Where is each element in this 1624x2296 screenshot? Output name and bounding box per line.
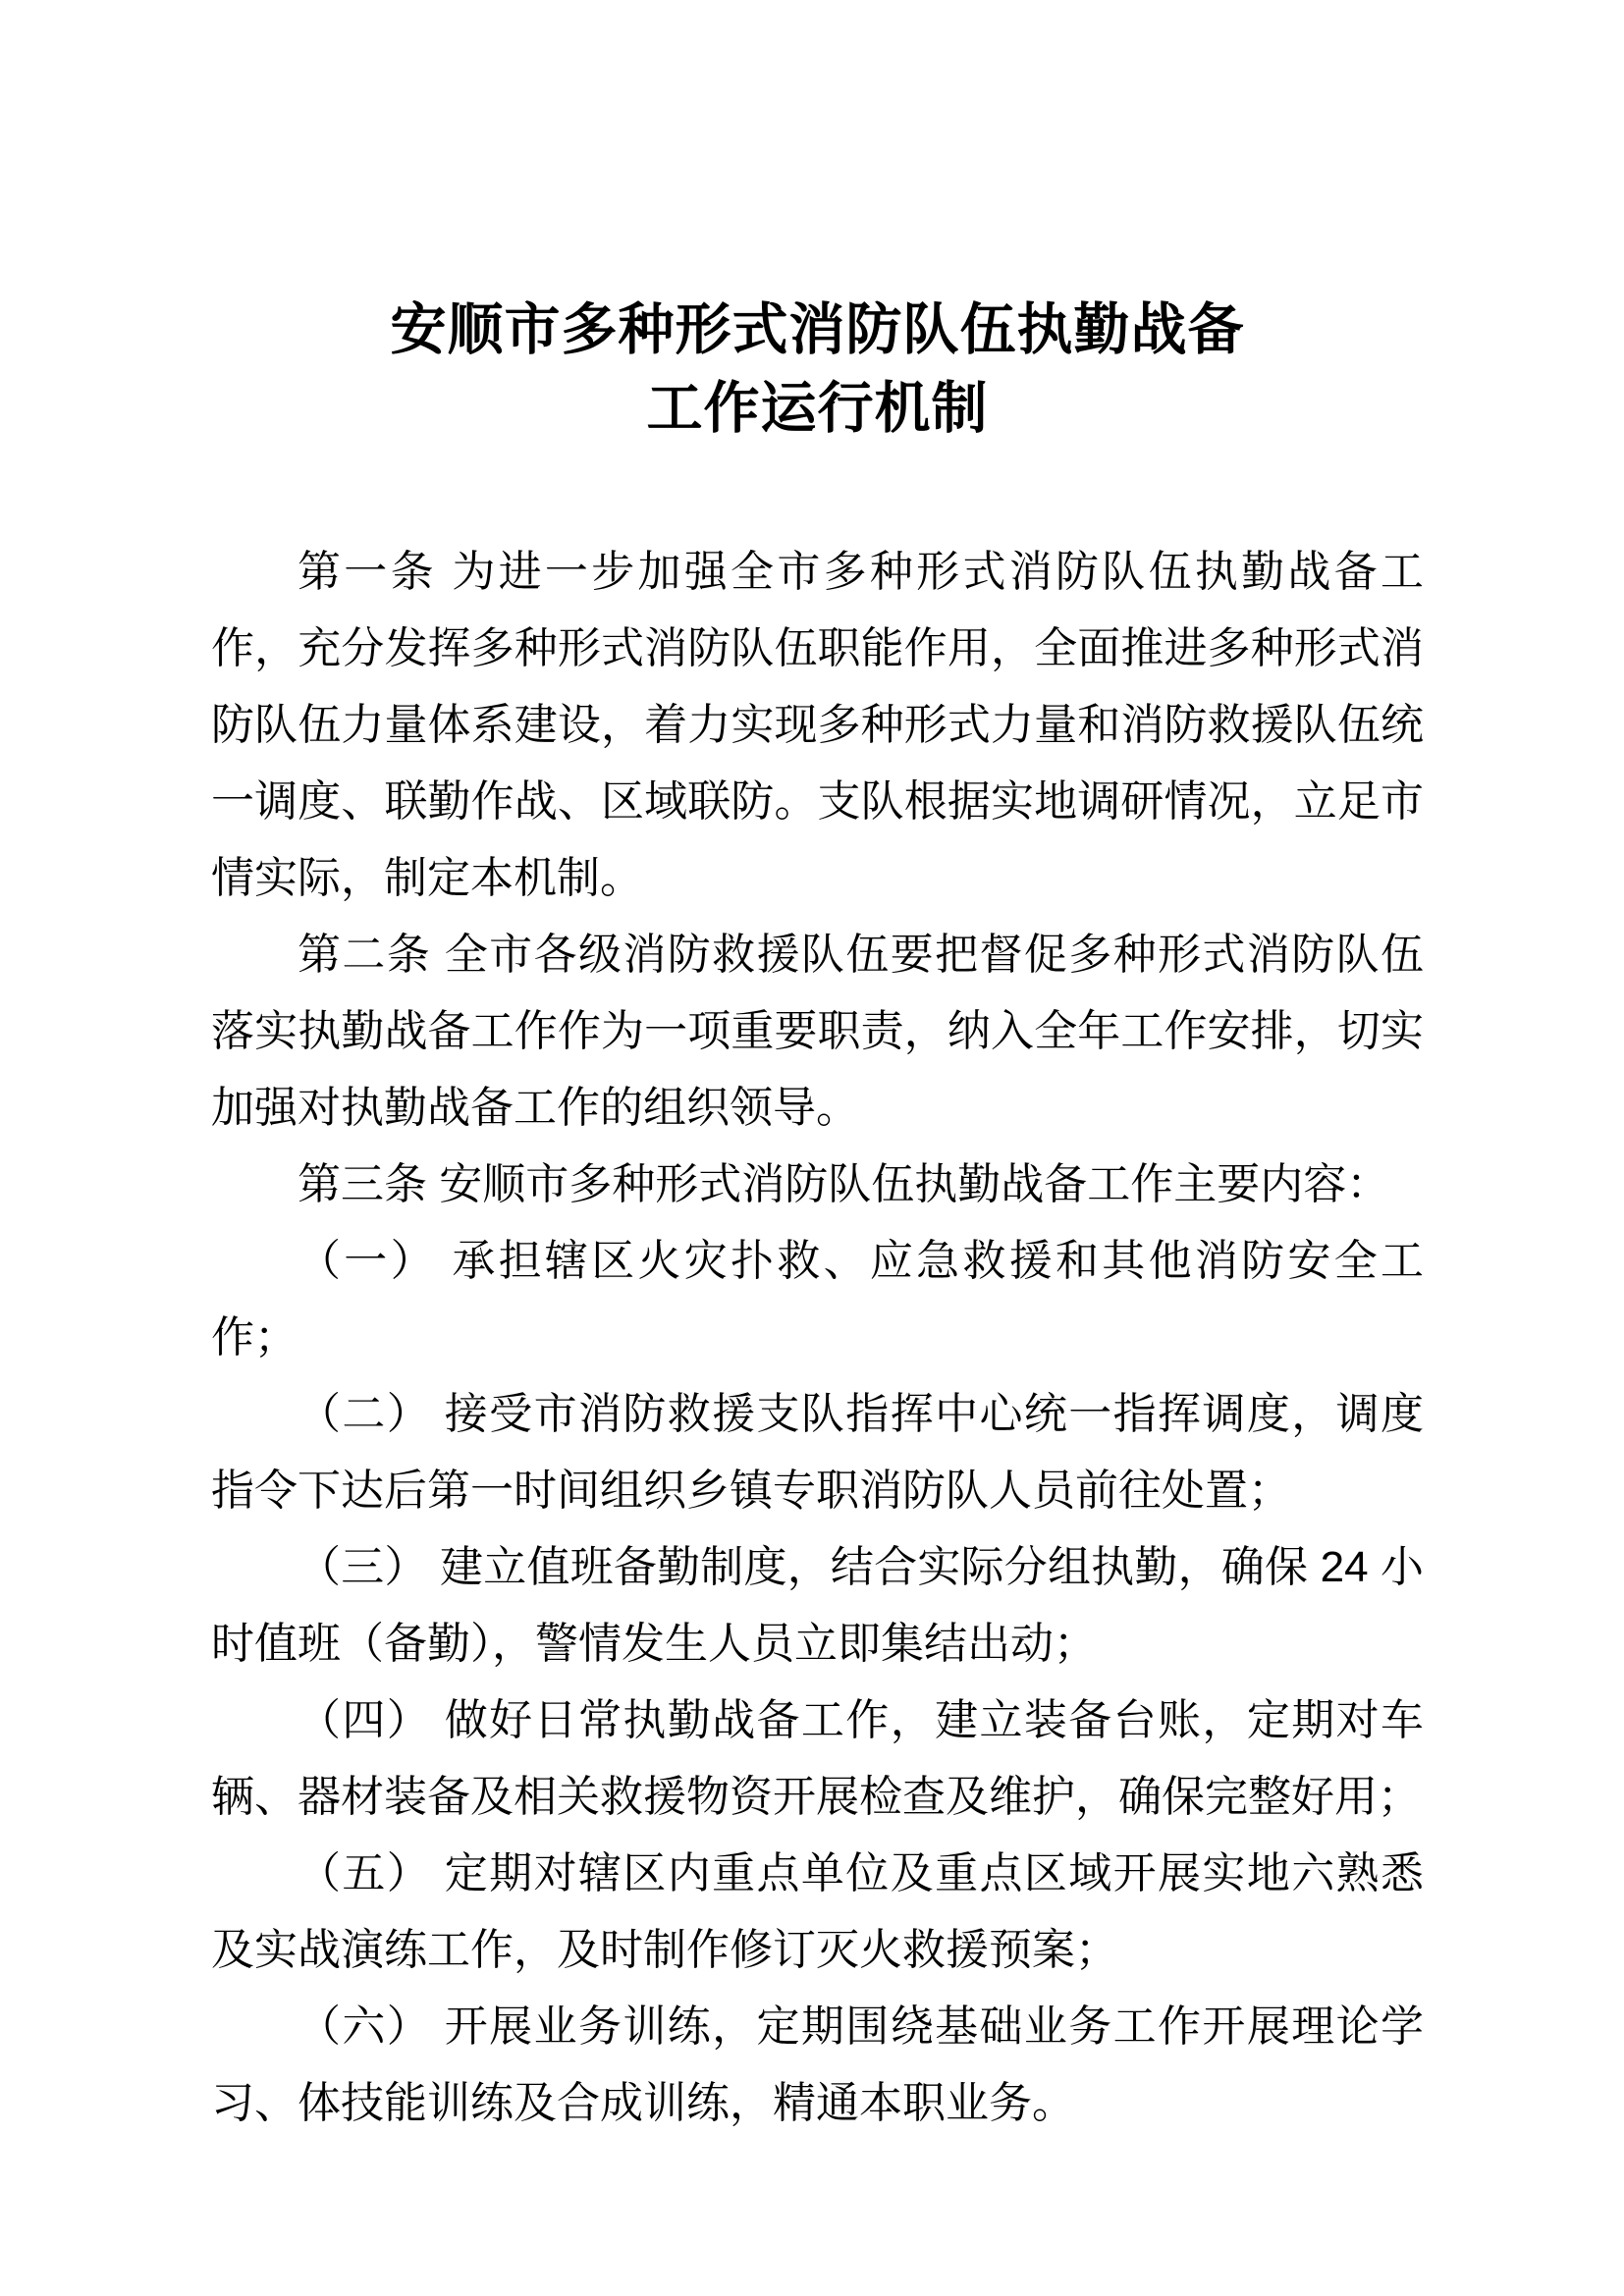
- document-title-line-2: 工作运行机制: [646, 377, 989, 440]
- paragraph-article-3-item-5: （五） 定期对辖区内重点单位及重点区域开展实地六熟悉及实战演练工作，及时制作修订灭火救援预案；: [211, 1849, 1424, 1974]
- paragraph-article-3: 第三条 安顺市多种形式消防队伍执勤战备工作主要内容：: [298, 1160, 1390, 1208]
- paragraph-article-3-item-2: （二） 接受市消防救援支队指挥中心统一指挥调度，调度指令下达后第一时间组织乡镇专职消防队人员前往处置；: [211, 1390, 1424, 1515]
- paragraph-article-3-item-1: （一） 承担辖区火灾扑救、应急救援和其他消防安全工作；: [211, 1237, 1424, 1362]
- paragraph-article-1: 第一条 为进一步加强全市多种形式消防队伍执勤战备工作，充分发挥多种形式消防队伍职能作用，全面推进多种形式消防队伍力量体系建设，着力实现多种形式力量和消防救援队伍统一调度、联勤作战、区域联防。支队根据实地调研情况，立足市情实际，制定本机制。: [211, 548, 1424, 902]
- paragraph-article-3-item-6: （六） 开展业务训练，定期围绕基础业务工作开展理论学习、体技能训练及合成训练，精通本职业务。: [211, 2002, 1424, 2127]
- paragraph-article-3-item-3: （三） 建立值班备勤制度，结合实际分组执勤，确保 24 小时值班（备勤），警情发生人员立即集结出动；: [211, 1543, 1424, 1668]
- document-body: [211, 534, 1424, 2142]
- document-title-line-1: 安顺市多种形式消防队伍执勤战备: [390, 298, 1245, 361]
- paragraph-article-2: 第二条 全市各级消防救援队伍要把督促多种形式消防队伍落实执勤战备工作作为一项重要职责，纳入全年工作安排，切实加强对执勤战备工作的组织领导。: [211, 931, 1424, 1132]
- paragraph-article-3-item-4: （四） 做好日常执勤战备工作，建立装备台账，定期对车辆、器材装备及相关救援物资开展检查及维护，确保完整好用；: [211, 1696, 1424, 1821]
- document-title: [211, 291, 1424, 448]
